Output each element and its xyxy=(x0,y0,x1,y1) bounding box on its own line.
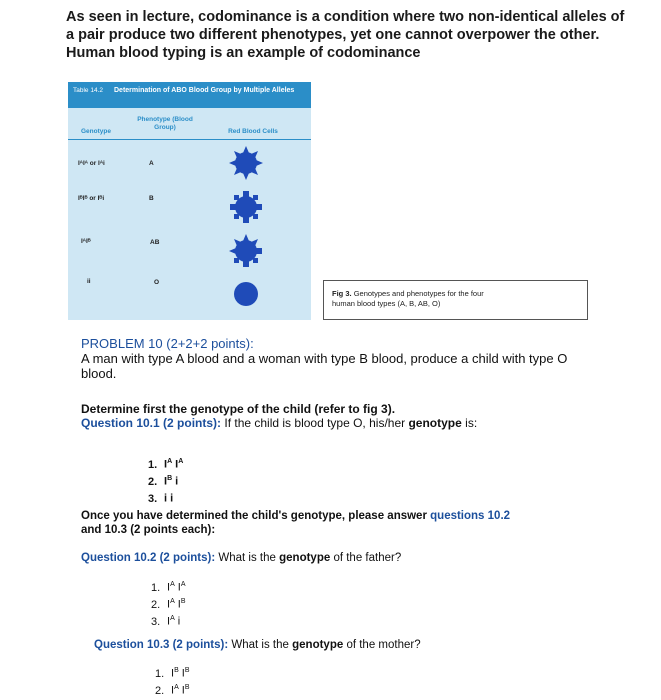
cell-type-b-icon xyxy=(230,191,262,223)
row-o-phenotype: O xyxy=(154,279,160,286)
row-b-genotype: IᴮIᴮ or Iᴮi xyxy=(78,195,105,202)
row-a-phenotype: A xyxy=(149,160,154,167)
figure-caption-text: Genotypes and phenotypes for the four xyxy=(353,289,484,298)
cell-type-ab-icon xyxy=(229,234,262,267)
intro-line-2: a pair produce two different phenotypes, yet one cannot overpower the other. xyxy=(66,27,600,43)
table-header xyxy=(68,82,311,108)
question-10-1-label: Question 10.1 (2 points): xyxy=(81,416,222,430)
intro-line-3: Human blood typing is an example of codominance xyxy=(66,45,421,61)
option-item[interactable]: 2. $I^B$ i xyxy=(148,475,179,488)
figure-caption xyxy=(332,289,484,309)
table-rule xyxy=(68,139,311,140)
row-ab-phenotype: AB xyxy=(150,239,160,246)
option-item[interactable]: 2. $I^A$ $I^B$ xyxy=(151,598,186,611)
question-10-3-text: What is the xyxy=(231,639,289,651)
row-b-phenotype: B xyxy=(149,195,154,202)
option-item[interactable]: 1. $I^A$ $I^A$ xyxy=(148,458,184,471)
cell-type-a-icon xyxy=(229,146,263,180)
once-questions-ref: questions 10.2 xyxy=(430,510,511,522)
question-10-2-text: What is the xyxy=(218,552,276,564)
option-item[interactable]: 3. i i xyxy=(148,492,174,505)
question-10-2-keyword: genotype xyxy=(279,552,331,564)
question-10-3-keyword: genotype xyxy=(292,639,344,651)
question-10-2-label: Question 10.2 (2 points): xyxy=(81,552,216,564)
once-text: Once you have determined the child's genotype, please answer xyxy=(81,510,427,522)
figure-caption-box xyxy=(323,280,588,320)
problem-text-1: A man with type A blood and a woman with type B blood, produce a child with type O xyxy=(81,351,568,366)
question-10-1-text: If the child is blood type O, his/her xyxy=(224,416,406,430)
question-10-3-options xyxy=(155,664,190,698)
intro-line-1: As seen in lecture, codominance is a condition where two non-identical alleles of xyxy=(66,9,625,25)
figure-caption-line-2: human blood types (A, B, AB, O) xyxy=(332,299,441,308)
question-10-2-options xyxy=(151,578,186,629)
question-10-3 xyxy=(94,638,421,652)
question-10-1-keyword: genotype xyxy=(408,416,462,430)
col-phenotype: Phenotype (Blood Group) xyxy=(137,116,193,131)
question-10-3-label: Question 10.3 (2 points): xyxy=(94,639,229,651)
row-a-genotype: IᴬIᴬ or Iᴬi xyxy=(78,160,105,167)
question-10-3-end: of the mother? xyxy=(346,639,421,651)
problem-title: PROBLEM 10 (2+2+2 points): xyxy=(81,336,254,351)
cell-type-o-icon xyxy=(234,282,258,306)
option-item[interactable]: 1. $I^B$ $I^B$ xyxy=(155,667,190,680)
row-ab-genotype: IᴬIᴮ xyxy=(81,238,91,245)
option-item[interactable]: 1. $I^A$ $I^A$ xyxy=(151,581,186,594)
col-rbc: Red Blood Cells xyxy=(228,128,278,135)
determine-text: Determine first the genotype of the child (refer to fig 3). xyxy=(81,402,396,416)
table-number: Table 14.2 xyxy=(73,87,103,94)
table-title: Determination of ABO Blood Group by Multiple Alleles xyxy=(114,87,295,94)
question-10-2 xyxy=(81,551,401,565)
question-10-1-end: is: xyxy=(465,416,478,430)
option-item[interactable]: 3. $I^A$ i xyxy=(151,615,181,628)
red-blood-cells-illustration xyxy=(223,142,271,312)
once-text-2: and 10.3 (2 points each): xyxy=(81,524,216,536)
figure-label: Fig 3. xyxy=(332,289,352,298)
determine-block xyxy=(81,402,477,430)
option-item[interactable]: 2. $I^A$ $I^B$ xyxy=(155,684,190,697)
row-o-genotype: ii xyxy=(87,278,91,285)
blood-group-table xyxy=(68,82,311,320)
intro-paragraph xyxy=(66,8,656,62)
question-10-1-options xyxy=(148,455,183,506)
once-block xyxy=(81,509,510,537)
problem-block xyxy=(81,336,567,381)
col-genotype: Genotype xyxy=(81,128,111,135)
question-10-2-end: of the father? xyxy=(333,552,402,564)
problem-text-2: blood. xyxy=(81,366,117,381)
